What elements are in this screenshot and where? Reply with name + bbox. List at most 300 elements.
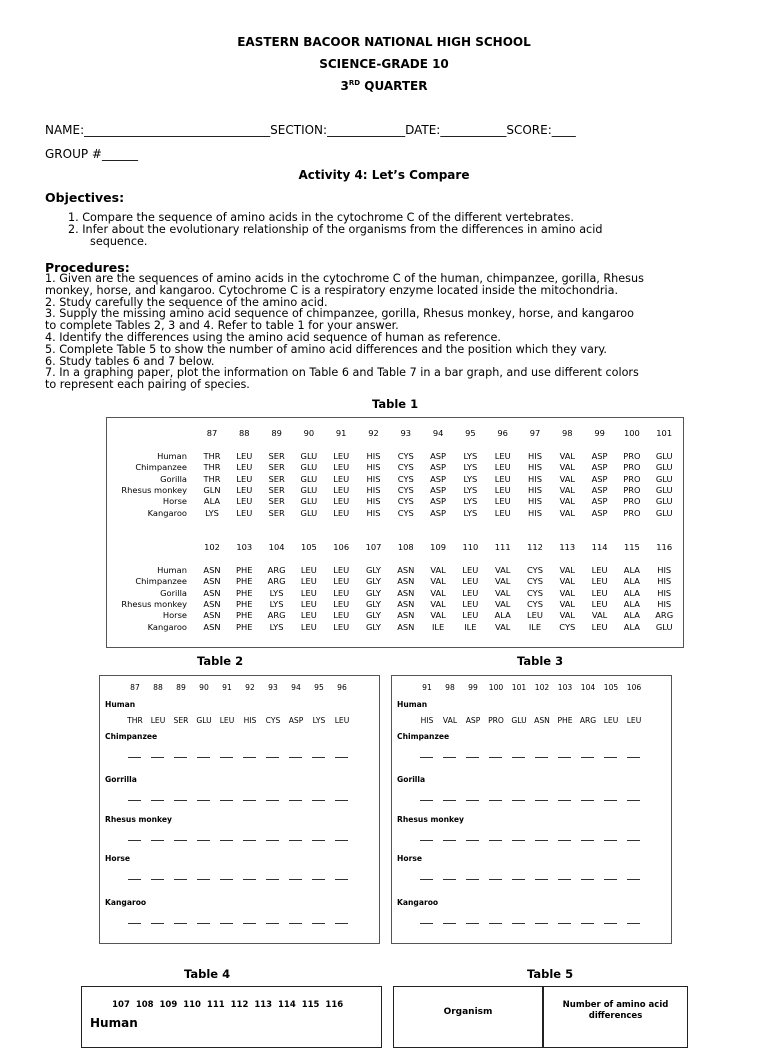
table3-row-label: Horse [397, 854, 422, 863]
table1-amino-acid: HIS [657, 565, 672, 575]
table2-row-label: Kangaroo [105, 898, 147, 907]
table2-blank[interactable] [243, 840, 256, 841]
table3-blank[interactable] [581, 757, 594, 758]
table3-blank[interactable] [512, 800, 525, 801]
table1-amino-acid: LEU [591, 598, 608, 609]
table1-amino-acid: SER [268, 462, 285, 473]
table2-blank[interactable] [128, 800, 141, 801]
table1-amino-acid: CYS [527, 587, 543, 598]
table1-amino-acid: ASN [203, 576, 221, 587]
table2-blank[interactable] [151, 840, 164, 841]
table3-position: 106 [626, 683, 642, 692]
table3-position: 102 [534, 683, 550, 692]
table1-amino-acid: LEU [300, 598, 317, 609]
table1-amino-acid: GLU [300, 484, 318, 495]
table3-blank[interactable] [489, 800, 502, 801]
table1-amino-acid: CYS [559, 621, 576, 632]
table3-human-amino-acid: ASN [534, 716, 550, 725]
form-line-group[interactable]: GROUP #______ [45, 147, 138, 161]
table3-row-label: Chimpanzee [397, 732, 450, 741]
table1-position: 106 [333, 542, 350, 552]
table2-blank[interactable] [243, 923, 256, 924]
table4-position: 112 [230, 1000, 249, 1010]
table2-blank[interactable] [128, 840, 141, 841]
table4-title: Table 4 [184, 967, 231, 981]
table1-position: 112 [527, 542, 543, 552]
table1-amino-acid: LEU [333, 565, 350, 575]
table1-amino-acid: LEU [333, 576, 350, 587]
table3-blank[interactable] [627, 800, 640, 801]
table1-amino-acid: ALA [203, 496, 221, 507]
table1-amino-acid: HIS [528, 451, 542, 461]
table1-amino-acid: ASP [430, 484, 447, 495]
table1-amino-acid: ARG [267, 565, 286, 575]
table1-amino-acid: HIS [528, 484, 542, 495]
table2-blank[interactable] [220, 800, 233, 801]
table3-blank[interactable] [558, 840, 571, 841]
table1-amino-acid: VAL [559, 565, 576, 575]
table1-amino-acid: GLU [300, 451, 318, 461]
table2-blank[interactable] [335, 800, 348, 801]
table1-position: 113 [559, 542, 576, 552]
table1-amino-acid: LEU [333, 598, 350, 609]
table2-human-amino-acid: SER [173, 716, 189, 725]
table2-blank[interactable] [174, 757, 187, 758]
table1-amino-acid: LYS [463, 462, 478, 473]
table3-blank[interactable] [489, 879, 502, 880]
table1-position: 94 [432, 428, 444, 438]
table1-amino-acid: HIS [366, 451, 381, 461]
table1-amino-acid: CYS [397, 473, 414, 484]
table1-amino-acid: ASN [203, 587, 221, 598]
table2-blank[interactable] [335, 879, 348, 880]
table1-position: 103 [236, 542, 253, 552]
table3-blank[interactable] [558, 800, 571, 801]
table2-human-amino-acid: ASP [288, 716, 304, 725]
table3-human-amino-acid: ASP [465, 716, 481, 725]
table1-position: 98 [562, 428, 573, 438]
table1-amino-acid: ASN [397, 587, 415, 598]
table3-human-amino-acid: ARG [579, 716, 597, 725]
table3-blank[interactable] [420, 879, 433, 880]
table1-amino-acid: VAL [559, 451, 576, 461]
table2-blank[interactable] [289, 757, 302, 758]
table1-amino-acid: LEU [333, 451, 350, 461]
table3-row-label: Gorilla [397, 775, 426, 784]
table3-blank[interactable] [627, 757, 640, 758]
table1-amino-acid: GLY [365, 598, 382, 609]
table1-amino-acid: LEU [236, 484, 253, 495]
table1-amino-acid: VAL [430, 598, 446, 609]
table3-blank[interactable] [443, 923, 456, 924]
table1-amino-acid: ARG [655, 610, 674, 621]
table2-blank[interactable] [289, 840, 302, 841]
table1-amino-acid: SER [268, 496, 285, 507]
table2-blank[interactable] [220, 840, 233, 841]
table2-blank[interactable] [243, 800, 256, 801]
table3-blank[interactable] [443, 840, 456, 841]
table2-blank[interactable] [197, 757, 210, 758]
procedure-line: 1. Given are the sequences of amino acids in the cytochrome C of the human, chimpanzee, gorilla, Rhesus [45, 272, 644, 285]
table3-position: 100 [488, 683, 504, 692]
table2-position: 91 [222, 683, 232, 692]
table1-amino-acid: ASN [203, 621, 221, 632]
table2-title: Table 2 [197, 654, 244, 668]
table3-blank[interactable] [466, 800, 479, 801]
table1-amino-acid: ASP [430, 473, 447, 484]
table2-position: 93 [268, 683, 278, 692]
table1-amino-acid: PHE [236, 610, 253, 621]
table2-position: 88 [153, 683, 163, 692]
table1-organism-label: Kangaroo [147, 621, 187, 632]
table1-amino-acid: ALA [494, 610, 511, 621]
table1-amino-acid: LYS [463, 484, 478, 495]
table1-amino-acid: ASP [430, 507, 447, 518]
table3-blank[interactable] [466, 840, 479, 841]
table3-human-amino-acid: PRO [488, 716, 504, 725]
table2-blank[interactable] [266, 923, 279, 924]
table1-position: 115 [623, 542, 640, 552]
table2-blank[interactable] [312, 923, 325, 924]
table2-blank[interactable] [174, 879, 187, 880]
table1-organism-label: Human [157, 451, 187, 461]
table2-blank[interactable] [197, 840, 210, 841]
table1-position: 105 [300, 542, 317, 552]
table3-blank[interactable] [535, 757, 548, 758]
table4 [81, 986, 382, 1048]
table4-position: 109 [159, 1000, 178, 1010]
table3-blank[interactable] [420, 840, 433, 841]
table2-row-label: Gorrilla [105, 775, 137, 784]
table1-amino-acid: PRO [623, 473, 641, 484]
table1-amino-acid: ASP [591, 462, 608, 473]
table3-blank[interactable] [466, 879, 479, 880]
table3-blank[interactable] [581, 840, 594, 841]
table1-amino-acid: VAL [494, 587, 511, 598]
table1-position: 110 [462, 542, 479, 552]
table1-amino-acid: ASN [397, 610, 415, 621]
table2-blank[interactable] [312, 800, 325, 801]
table1-amino-acid: LEU [300, 621, 317, 632]
table3-blank[interactable] [535, 800, 548, 801]
school-name: EASTERN BACOOR NATIONAL HIGH SCHOOL [237, 35, 531, 49]
table1-amino-acid: LEU [236, 496, 253, 507]
table1-amino-acid: LYS [463, 507, 478, 518]
table1-amino-acid: LEU [333, 587, 350, 598]
table3-blank[interactable] [443, 757, 456, 758]
table1-position: 116 [656, 542, 673, 552]
table1-amino-acid: CYS [397, 451, 414, 461]
procedure-line: 3. Supply the missing amino acid sequence of chimpanzee, gorilla, Rhesus monkey, horse, and kangaroo [45, 307, 634, 321]
table1-amino-acid: LYS [463, 496, 478, 507]
table1-amino-acid: ALA [623, 576, 640, 587]
table2-blank[interactable] [128, 923, 141, 924]
table1-position: 109 [430, 542, 447, 552]
table2-blank[interactable] [289, 800, 302, 801]
table2-blank[interactable] [335, 757, 348, 758]
table1-amino-acid: ASP [430, 462, 447, 473]
table1-position: 114 [591, 542, 608, 552]
table2-blank[interactable] [220, 757, 233, 758]
table2-blank[interactable] [266, 800, 279, 801]
table1-amino-acid: PRO [623, 462, 641, 473]
table3-blank[interactable] [489, 923, 502, 924]
table5 [393, 986, 688, 1048]
table1-amino-acid: LEU [236, 462, 253, 473]
table3-blank[interactable] [466, 757, 479, 758]
table1-amino-acid: CYS [397, 496, 414, 507]
table2-blank[interactable] [220, 879, 233, 880]
table2-row-label: Horse [105, 854, 130, 863]
table1-title: Table 1 [372, 397, 419, 411]
table2-blank[interactable] [151, 923, 164, 924]
table1-amino-acid: ARG [267, 610, 286, 621]
form-line-name[interactable]: NAME:_______________________________SECTION:_____________DATE:___________SCORE:____ [45, 123, 576, 137]
table1-amino-acid: LEU [462, 610, 479, 621]
table1-amino-acid: PRO [623, 496, 641, 507]
table1-organism-label: Horse [162, 610, 187, 621]
table3-blank[interactable] [420, 923, 433, 924]
procedure-line: 5. Complete Table 5 to show the number of amino acid differences and the position which they vary. [45, 342, 607, 356]
table2-blank[interactable] [289, 923, 302, 924]
table2-position: 92 [245, 683, 255, 692]
table1-amino-acid: SER [268, 451, 285, 461]
table1-amino-acid: VAL [559, 576, 576, 587]
table2-blank[interactable] [128, 757, 141, 758]
table3-blank[interactable] [627, 923, 640, 924]
table5-col-differences: Number of amino acid differences [562, 1000, 669, 1021]
table1-amino-acid: VAL [494, 576, 511, 587]
table1-position: 96 [497, 428, 508, 438]
table2-blank[interactable] [197, 800, 210, 801]
table1-amino-acid: LEU [236, 473, 253, 484]
table2-position: 90 [199, 683, 209, 692]
table1-amino-acid: GLU [655, 484, 673, 495]
table1-amino-acid: HIS [366, 473, 381, 484]
table1-amino-acid: LYS [269, 587, 284, 598]
table3-blank[interactable] [489, 757, 502, 758]
table3-human-label: Human [397, 700, 428, 709]
table1-amino-acid: ALA [623, 610, 640, 621]
table2-blank[interactable] [243, 757, 256, 758]
table1-amino-acid: CYS [397, 462, 414, 473]
table1-amino-acid: LEU [300, 565, 317, 575]
table1-amino-acid: GLU [300, 473, 318, 484]
table2-human-amino-acid: THR [127, 716, 143, 725]
table2-blank[interactable] [174, 923, 187, 924]
table1-amino-acid: LEU [494, 507, 511, 518]
table3-blank[interactable] [489, 840, 502, 841]
table1-amino-acid: LEU [333, 496, 350, 507]
table2-blank[interactable] [243, 879, 256, 880]
table2-blank[interactable] [128, 879, 141, 880]
table1-amino-acid: LEU [494, 462, 511, 473]
table3-human-amino-acid: GLU [511, 716, 527, 725]
table1-organism-label: Chimpanzee [135, 576, 187, 587]
table3-blank[interactable] [581, 800, 594, 801]
table2-blank[interactable] [289, 879, 302, 880]
table1-amino-acid: GLU [655, 473, 673, 484]
table3-position: 91 [422, 683, 432, 692]
table1-organism-label: Gorilla [160, 587, 187, 598]
table2-blank[interactable] [151, 800, 164, 801]
table2-blank[interactable] [335, 923, 348, 924]
table1-amino-acid: GLU [300, 462, 318, 473]
table3-row-label: Rhesus monkey [397, 815, 464, 824]
table1-amino-acid: ASN [397, 576, 415, 587]
table3-blank[interactable] [627, 879, 640, 880]
table3-human-amino-acid: LEU [603, 716, 619, 725]
table1-amino-acid: LEU [494, 484, 511, 495]
table1-position: 108 [397, 542, 414, 552]
table2-position: 96 [337, 683, 347, 692]
table1-amino-acid: PRO [623, 451, 641, 461]
table1-amino-acid: ASN [397, 565, 415, 575]
table1-amino-acid: ASN [203, 565, 221, 575]
table3-position: 104 [580, 683, 596, 692]
table1-amino-acid: GLN [203, 484, 221, 495]
table3-blank[interactable] [604, 800, 617, 801]
table1-amino-acid: ALA [623, 587, 640, 598]
table1-amino-acid: CYS [527, 598, 543, 609]
table2-blank[interactable] [266, 757, 279, 758]
table2-blank[interactable] [312, 757, 325, 758]
table1-position: 107 [365, 542, 382, 552]
table3-blank[interactable] [558, 923, 571, 924]
table3-blank[interactable] [604, 840, 617, 841]
table1-position: 101 [656, 428, 673, 438]
table3-blank[interactable] [581, 879, 594, 880]
table1-amino-acid: VAL [559, 598, 576, 609]
table2-blank[interactable] [312, 879, 325, 880]
table2-blank[interactable] [266, 879, 279, 880]
procedures-heading: Procedures: [45, 260, 130, 275]
table2-blank[interactable] [151, 757, 164, 758]
table4-position: 111 [206, 1000, 225, 1010]
procedure-line: monkey, horse, and kangaroo. Cytochrome C is a respiratory enzyme located inside the mitochondria. [45, 283, 619, 297]
table2-blank[interactable] [220, 923, 233, 924]
table2-blank[interactable] [174, 840, 187, 841]
table3-blank[interactable] [443, 879, 456, 880]
table1-amino-acid: SER [268, 484, 285, 495]
table1-amino-acid: HIS [366, 484, 381, 495]
table3-blank[interactable] [443, 800, 456, 801]
table2-blank[interactable] [197, 879, 210, 880]
table1-amino-acid: ASP [591, 507, 608, 518]
table2-position: 87 [130, 683, 140, 692]
table1-amino-acid: HIS [657, 576, 672, 587]
table3-blank[interactable] [535, 879, 548, 880]
table1-position: 95 [465, 428, 476, 438]
table1-amino-acid: HIS [528, 507, 542, 518]
table1-position: 91 [335, 428, 347, 438]
table1-amino-acid: GLY [365, 587, 382, 598]
table1-position: 97 [529, 428, 541, 438]
table2-human-amino-acid: LYS [312, 716, 326, 725]
table3-blank[interactable] [512, 757, 525, 758]
table1-position: 100 [623, 428, 640, 438]
table1-amino-acid: LEU [333, 462, 350, 473]
table1-amino-acid: LEU [300, 576, 317, 587]
table3-blank[interactable] [512, 923, 525, 924]
table3-blank[interactable] [604, 757, 617, 758]
table1-amino-acid: GLY [365, 565, 382, 575]
procedure-line: 4. Identify the differences using the amino acid sequence of human as reference. [45, 330, 501, 344]
table3-blank[interactable] [512, 879, 525, 880]
table3-blank[interactable] [420, 757, 433, 758]
table1-amino-acid: THR [203, 462, 221, 473]
table3-blank[interactable] [420, 800, 433, 801]
table1-amino-acid: LEU [333, 484, 350, 495]
table1-amino-acid: CYS [397, 507, 414, 518]
table2-blank[interactable] [312, 840, 325, 841]
table1-amino-acid: LEU [333, 473, 350, 484]
table3-blank[interactable] [535, 923, 548, 924]
table1-amino-acid: LEU [527, 610, 543, 621]
table2-human-amino-acid: HIS [243, 716, 257, 725]
table2-blank[interactable] [151, 879, 164, 880]
table1-amino-acid: ASP [430, 451, 447, 461]
table1-position: 89 [271, 428, 282, 438]
table1-amino-acid: HIS [657, 598, 672, 609]
table1-position: 87 [206, 428, 218, 438]
table4-position: 116 [325, 1000, 344, 1010]
table3-blank[interactable] [604, 879, 617, 880]
table1-amino-acid: LEU [333, 621, 350, 632]
table1-amino-acid: LYS [205, 507, 219, 518]
table1-amino-acid: GLU [655, 621, 673, 632]
table3-blank[interactable] [558, 879, 571, 880]
table1-amino-acid: ASN [397, 598, 415, 609]
table2-blank[interactable] [266, 840, 279, 841]
table1-amino-acid: LEU [591, 565, 608, 575]
table5-title: Table 5 [527, 967, 574, 981]
objective-item: 1. Compare the sequence of amino acids in the cytochrome C of the different vertebrates. [68, 211, 574, 224]
table2-blank[interactable] [174, 800, 187, 801]
activity-title: Activity 4: Let’s Compare [298, 168, 470, 182]
procedure-line: 7. In a graphing paper, plot the information on Table 6 and Table 7 in a bar graph, and use different colors [45, 366, 639, 380]
table3-blank[interactable] [466, 923, 479, 924]
table3-blank[interactable] [604, 923, 617, 924]
table1-amino-acid: VAL [430, 610, 446, 621]
table2-blank[interactable] [335, 840, 348, 841]
table1-amino-acid: LYS [269, 621, 284, 632]
table1-amino-acid: ASP [591, 473, 608, 484]
table2-blank[interactable] [197, 923, 210, 924]
table5-col-organism: Organism [443, 1007, 493, 1017]
table4-position: 110 [183, 1000, 201, 1010]
table2-position: 94 [291, 683, 301, 692]
table1-amino-acid: HIS [528, 496, 542, 507]
table1-organism-label: Human [157, 565, 187, 575]
table2-position: 89 [176, 683, 186, 692]
table1-amino-acid: GLY [365, 610, 382, 621]
table1-position: 104 [268, 542, 285, 552]
table3-blank[interactable] [535, 840, 548, 841]
table1-organism-label: Rhesus monkey [121, 598, 187, 609]
table3-blank[interactable] [512, 840, 525, 841]
table1-amino-acid: ILE [431, 621, 445, 632]
table3-blank[interactable] [581, 923, 594, 924]
table1-amino-acid: LEU [591, 587, 608, 598]
table1-amino-acid: LEU [591, 621, 608, 632]
table1-organism-label: Chimpanzee [135, 462, 187, 473]
quarter-title: 3RD QUARTER [340, 79, 428, 93]
objectives-heading: Objectives: [45, 190, 125, 205]
table3-blank[interactable] [627, 840, 640, 841]
table3-blank[interactable] [558, 757, 571, 758]
table1-amino-acid: HIS [528, 473, 542, 484]
